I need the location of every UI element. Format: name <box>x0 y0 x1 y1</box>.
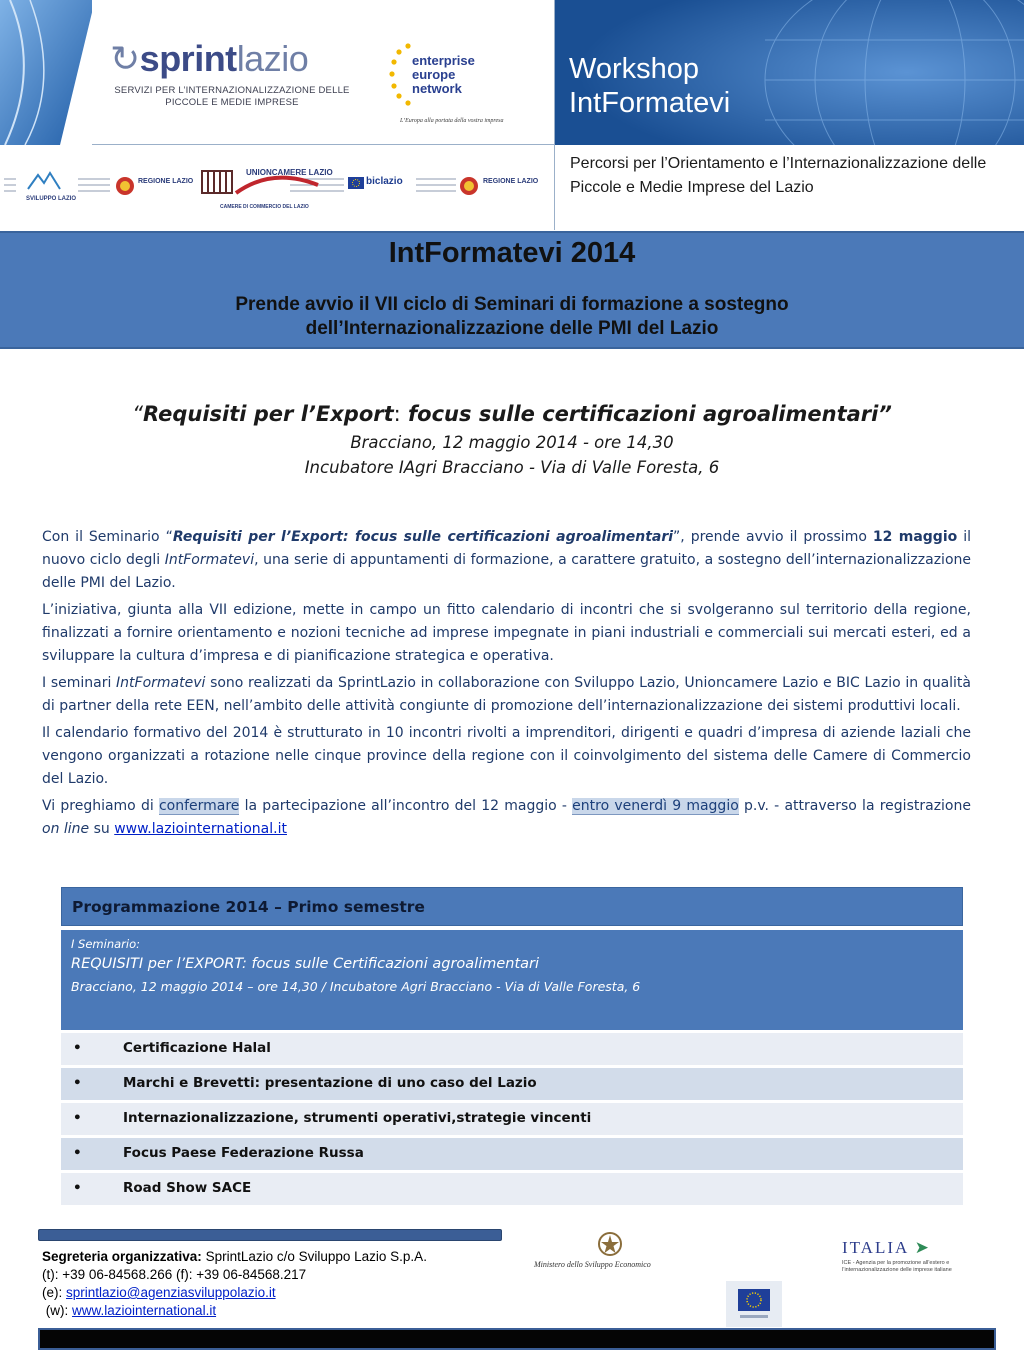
unioncamere-label: UNIONCAMERE LAZIO <box>246 168 333 177</box>
title-band <box>0 231 1024 349</box>
workshop-title-line-1: Workshop <box>569 53 700 85</box>
footer-divider <box>38 1229 502 1241</box>
event-heading <box>0 398 1024 480</box>
email-prefix: (e): <box>42 1285 67 1300</box>
sviluppo-lazio-logo <box>22 167 77 207</box>
sprintlazio-tagline: SERVIZI PER L’INTERNAZIONALIZZAZIONE DELLE PICCOLE E MEDIE IMPRESE <box>114 85 350 108</box>
email-link[interactable]: sprintlazio@agenziasviluppolazio.it <box>66 1285 276 1300</box>
percorsi-subtitle: Percorsi per l’Orientamento e l’Internazionalizzazione delle Piccole e Medie Imprese del Lazio <box>570 155 987 196</box>
programme-item-text: Road Show SACE <box>123 1180 252 1196</box>
italia-wordmark <box>842 1238 1002 1258</box>
sprint-word: sprint <box>139 38 237 79</box>
event-title-bold: Requisiti per l’Export <box>142 402 394 426</box>
regione-lazio-logo-1 <box>114 167 194 207</box>
een-wordmark <box>412 54 475 96</box>
biclazio-label: biclazio <box>366 176 403 187</box>
programme-item <box>61 1068 963 1100</box>
programme-item-text: Focus Paese Federazione Russa <box>123 1145 364 1161</box>
biclazio-logo <box>348 167 414 207</box>
p1-g: , una serie di appuntamenti di formazione, a carattere gratuito, a sostegno dell’internazionalizzazione delle PMI del Lazio. <box>42 552 971 591</box>
unioncamere-sublabel: CAMERE DI COMMERCIO DEL LAZIO <box>220 204 309 210</box>
italian-emblem-icon <box>596 1230 624 1258</box>
bottom-bar <box>38 1328 996 1350</box>
event-date: Bracciano, 12 maggio 2014 - ore 14,30 <box>350 433 674 452</box>
workshop-title <box>569 52 730 120</box>
seminar-info <box>61 930 963 1030</box>
seminar-label: I Seminario: <box>71 937 140 951</box>
programme-item-text: Marchi e Brevetti: presentazione di uno caso del Lazio <box>123 1075 537 1091</box>
unioncamere-logo <box>200 163 333 213</box>
italia-arrow-icon: ➤ <box>914 1238 931 1257</box>
logo-panel <box>92 0 555 145</box>
sviluppo-lazio-icon <box>24 169 64 195</box>
footer-contact <box>42 1248 427 1320</box>
p1-c: ”, prende avvio il prossimo <box>673 529 873 545</box>
een-line-2: europe <box>412 67 456 82</box>
bullet: • <box>73 1180 82 1196</box>
programme-table <box>61 887 963 1205</box>
workshop-title-line-2: IntFormatevi <box>569 87 731 119</box>
regione-lazio-emblem-icon-2 <box>458 175 480 197</box>
event-place: Incubatore IAgri Bracciano - Via di Valle Foresta, 6 <box>304 458 720 477</box>
segreteria-value: SprintLazio c/o Sviluppo Lazio S.p.A. <box>201 1249 427 1264</box>
programme-item-text: Certificazione Halal <box>123 1040 271 1056</box>
p1-date: 12 maggio <box>872 529 958 545</box>
een-line-3: network <box>412 81 462 96</box>
bullet: • <box>73 1145 82 1161</box>
sviluppo-lazio-label: SVILUPPO LAZIO <box>26 196 77 202</box>
seminar-title: REQUISITI per l’EXPORT: focus sulle Certificazioni agroalimentari <box>71 956 540 972</box>
p1-seminar-title: Requisiti per l’Export: focus sulle certificazioni agroalimentari <box>172 529 674 545</box>
paragraph-5 <box>42 795 971 841</box>
web-line <box>42 1302 427 1320</box>
regione-lazio-emblem-icon <box>114 175 136 197</box>
email-line <box>42 1284 427 1302</box>
body-text <box>42 526 971 845</box>
ministero-label: Ministero dello Sviluppo Economico <box>534 1260 651 1269</box>
header <box>0 0 1024 230</box>
eu-flag-small-icon <box>348 177 364 189</box>
programme-item-text: Internazionalizzazione, strumenti operativi,strategie vincenti <box>123 1110 592 1126</box>
p1-intformatevi: IntFormatevi <box>164 552 255 568</box>
band-subtitle: Prende avvio il VII ciclo di Seminari di formazione a sostegno dell’Internazionalizzazione delle PMI del Lazio <box>235 294 789 339</box>
event-title <box>0 398 1024 430</box>
programme-item <box>61 1138 963 1170</box>
programme-header: Programmazione 2014 – Primo semestre <box>61 887 963 926</box>
segreteria-label: Segreteria organizzativa: <box>42 1249 202 1264</box>
regione-lazio-label-2: REGIONE LAZIO <box>483 178 539 185</box>
programme-item <box>61 1033 963 1065</box>
p3-c: sono realizzati da SprintLazio in collaborazione con Sviluppo Lazio, Unioncamere Lazio e BIC Lazio in qualità di partner della rete EEN, nell’ambito delle attività congiunte di promozione dell’internazionalizzazione dei sistemi produttivi locali. <box>42 675 971 714</box>
colosseum-icon <box>200 163 234 197</box>
workshop-panel <box>555 0 1024 145</box>
p5-g: su <box>89 821 115 837</box>
paragraph-2: L’iniziativa, giunta alla VII edizione, mette in campo un fitto calendario di incontri che si svolgeranno sul territorio della regione, finalizzati a fornire orientamento e nozioni tecniche ad imprese impegnate in piani industriali e commerciali sui mercati esteri, ed a sviluppare la cultura d’impresa e di pianificazione strategica e operativa. <box>42 602 971 664</box>
p1-a: Con il Seminario “ <box>42 529 173 545</box>
sprintlazio-wordmark: ↻sprintlazio <box>110 38 309 79</box>
een-tagline: L’Europa alla portata della vostra impresa <box>400 118 504 124</box>
bullet: • <box>73 1110 82 1126</box>
segreteria-line <box>42 1248 427 1266</box>
italia-tagline: ICE - Agenzia per la promozione all’estero e l’internazionalizzazione delle imprese italiane <box>842 1260 952 1273</box>
confirm-highlight: confermare <box>158 798 240 814</box>
paragraph-4: Il calendario formativo del 2014 è strutturato in 10 incontri rivolti a imprenditori, dirigenti e quadri d’impresa di aziende laziali che vengono organizzati a rotazione nelle cinque province della regione con il coinvolgimento del sistema delle Camere di Commercio del Lazio. <box>42 725 971 787</box>
decorative-swoosh <box>0 0 95 145</box>
p5-online: on line <box>42 821 90 837</box>
p5-a: Vi preghiamo di <box>42 798 159 814</box>
web-prefix: (w): <box>42 1303 72 1318</box>
sprintlazio-logo <box>110 38 350 118</box>
event-title-colon: : <box>393 402 401 426</box>
italia-word: ITALIA <box>842 1238 909 1257</box>
paragraph-1 <box>42 526 971 595</box>
phone-line: (t): +39 06-84568.266 (f): +39 06-84568.217 <box>42 1267 307 1282</box>
programme-item <box>61 1103 963 1135</box>
p5-c: la partecipazione all’incontro del 12 maggio - <box>239 798 573 814</box>
p5-e: p.v. - attraverso la registrazione <box>738 798 971 814</box>
bullet: • <box>73 1040 82 1056</box>
ministero-logo <box>534 1230 694 1280</box>
seminar-where: Bracciano, 12 maggio 2014 – ore 14,30 / Incubatore Agri Bracciano - Via di Valle Foresta, 6 <box>71 979 641 994</box>
ice-italia-logo <box>842 1238 1002 1288</box>
registration-link[interactable]: www.laziointernational.it <box>114 821 287 837</box>
p1-e: il nuovo ciclo degli <box>42 529 971 568</box>
regione-lazio-logo-2 <box>458 167 548 207</box>
band-title: IntFormatevi 2014 <box>388 237 636 269</box>
bullet: • <box>73 1075 82 1091</box>
event-title-rest: focus sulle certificazioni agroalimentari” <box>400 402 892 426</box>
p3-intformatevi: IntFormatevi <box>116 675 206 691</box>
eu-flag-icon <box>726 1281 782 1327</box>
partners-strip <box>0 145 555 230</box>
event-quote-open: “ <box>132 402 143 426</box>
lazio-word: lazio <box>236 38 309 79</box>
website-link[interactable]: www.laziointernational.it <box>72 1303 217 1318</box>
p3-a: I seminari <box>42 675 117 691</box>
regione-lazio-label-1: REGIONE LAZIO <box>138 178 194 185</box>
deadline-highlight: entro venerdì 9 maggio <box>572 798 739 814</box>
een-line-1: enterprise <box>412 53 475 68</box>
een-logo <box>388 40 508 130</box>
paragraph-3 <box>42 672 971 718</box>
programme-item <box>61 1173 963 1205</box>
